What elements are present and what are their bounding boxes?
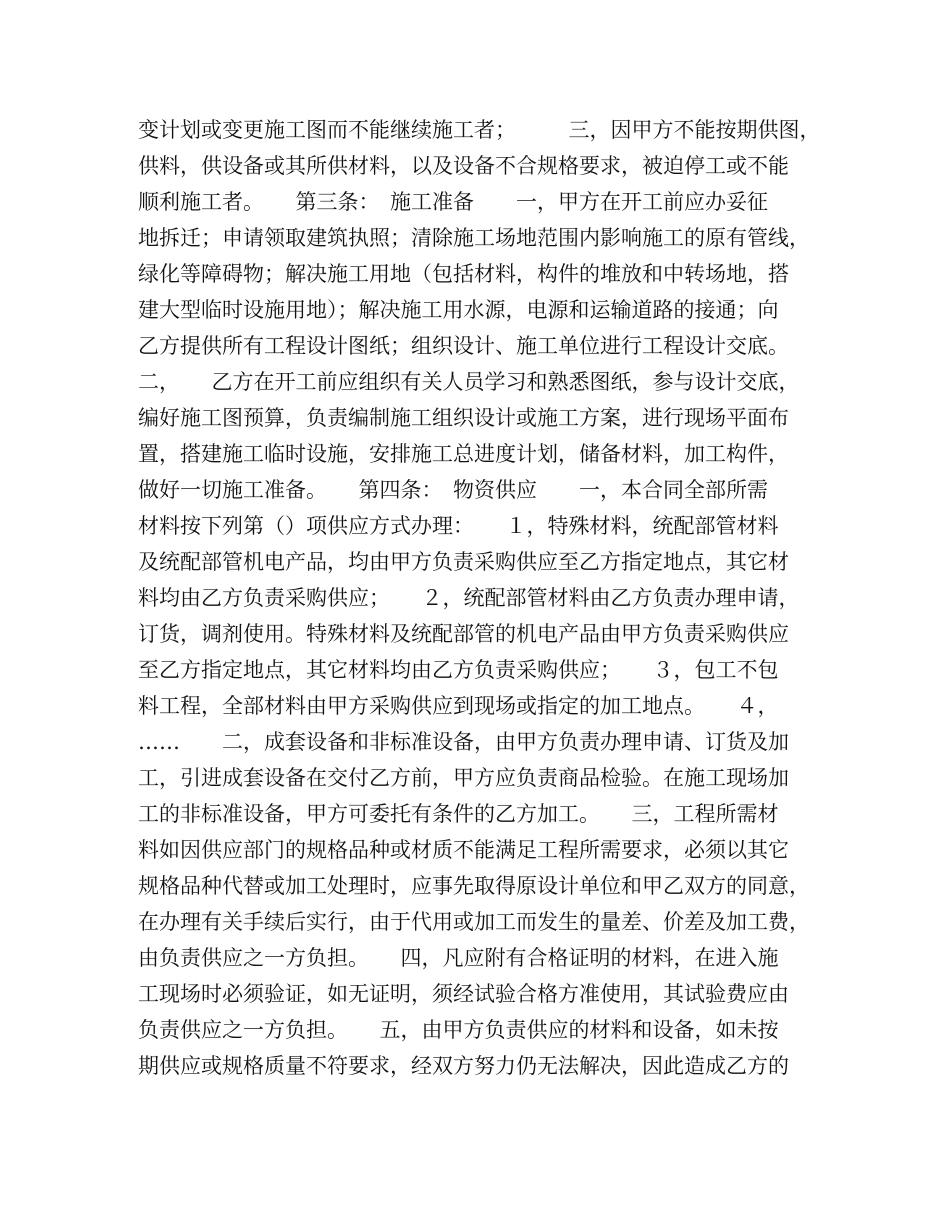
text-line: 乙方提供所有工程设计图纸；组织设计、施工单位进行工程设计交底。 [138,334,789,358]
contract-body-text [138,112,838,1084]
text-line: 工，引进成套设备在交付乙方前，甲方应负责商品检验。在施工现场加 [138,766,789,790]
text-line: 在办理有关手续后实行，由于代用或加工而发生的量差、价差及加工费， [138,910,810,934]
text-line: 顺利施工者。 第三条： 施工准备 一，甲方在开工前应办妥征 [138,190,768,214]
text-line: 负责供应之一方负担。 五，由甲方负责供应的材料和设备，如未按 [138,1018,779,1042]
text-line: 工的非标准设备，甲方可委托有条件的乙方加工。 三，工程所需材 [138,802,779,826]
text-line: 及统配部管机电产品，均由甲方负责采购供应至乙方指定地点，其它材 [138,550,789,574]
text-line: 绿化等障碍物；解决施工用地（包括材料，构件的堆放和中转场地，搭 [138,262,789,286]
text-line: 二， 乙方在开工前应组织有关人员学习和熟悉图纸，参与设计交底， [138,370,800,394]
text-line: 工现场时必须验证，如无证明，须经试验合格方准使用，其试验费应由 [138,982,789,1006]
text-line: 期供应或规格质量不符要求，经双方努力仍无法解决，因此造成乙方的 [138,1054,789,1078]
text-line: 料均由乙方负责采购供应； ２，统配部管材料由乙方负责办理申请， [138,586,800,610]
text-line: 至乙方指定地点，其它材料均由乙方负责采购供应； ３，包工不包 [138,658,779,682]
text-line: 材料按下列第（）项供应方式办理： １，特殊材料，统配部管材料 [138,514,779,538]
text-line: …… 二，成套设备和非标准设备，由甲方负责办理申请、订货及加 [138,730,789,754]
text-line: 由负责供应之一方负担。 四，凡应附有合格证明的材料，在进入施 [138,946,779,970]
text-line: 编好施工图预算，负责编制施工组织设计或施工方案，进行现场平面布 [138,406,789,430]
text-line: 料如因供应部门的规格品种或材质不能满足工程所需要求，必须以其它 [138,838,789,862]
text-line: 规格品种代替或加工处理时，应事先取得原设计单位和甲乙双方的同意， [138,874,810,898]
text-line: 供料，供设备或其所供材料，以及设备不合规格要求，被迫停工或不能 [138,154,789,178]
text-line: 建大型临时设施用地）；解决施工用水源，电源和运输道路的接通；向 [138,298,779,322]
text-line: 地拆迁；申请领取建筑执照；清除施工场地范围内影响施工的原有管线， [138,226,810,250]
text-line: 变计划或变更施工图而不能继续施工者； 三，因甲方不能按期供图， [138,118,821,142]
text-line: 置，搭建施工临时设施，安排施工总进度计划，储备材料，加工构件， [138,442,789,466]
text-line: 料工程，全部材料由甲方采购供应到现场或指定的加工地点。 ４， [138,694,779,718]
text-line: 订货，调剂使用。特殊材料及统配部管的机电产品由甲方负责采购供应 [138,622,789,646]
text-line: 做好一切施工准备。 第四条： 物资供应 一，本合同全部所需 [138,478,768,502]
